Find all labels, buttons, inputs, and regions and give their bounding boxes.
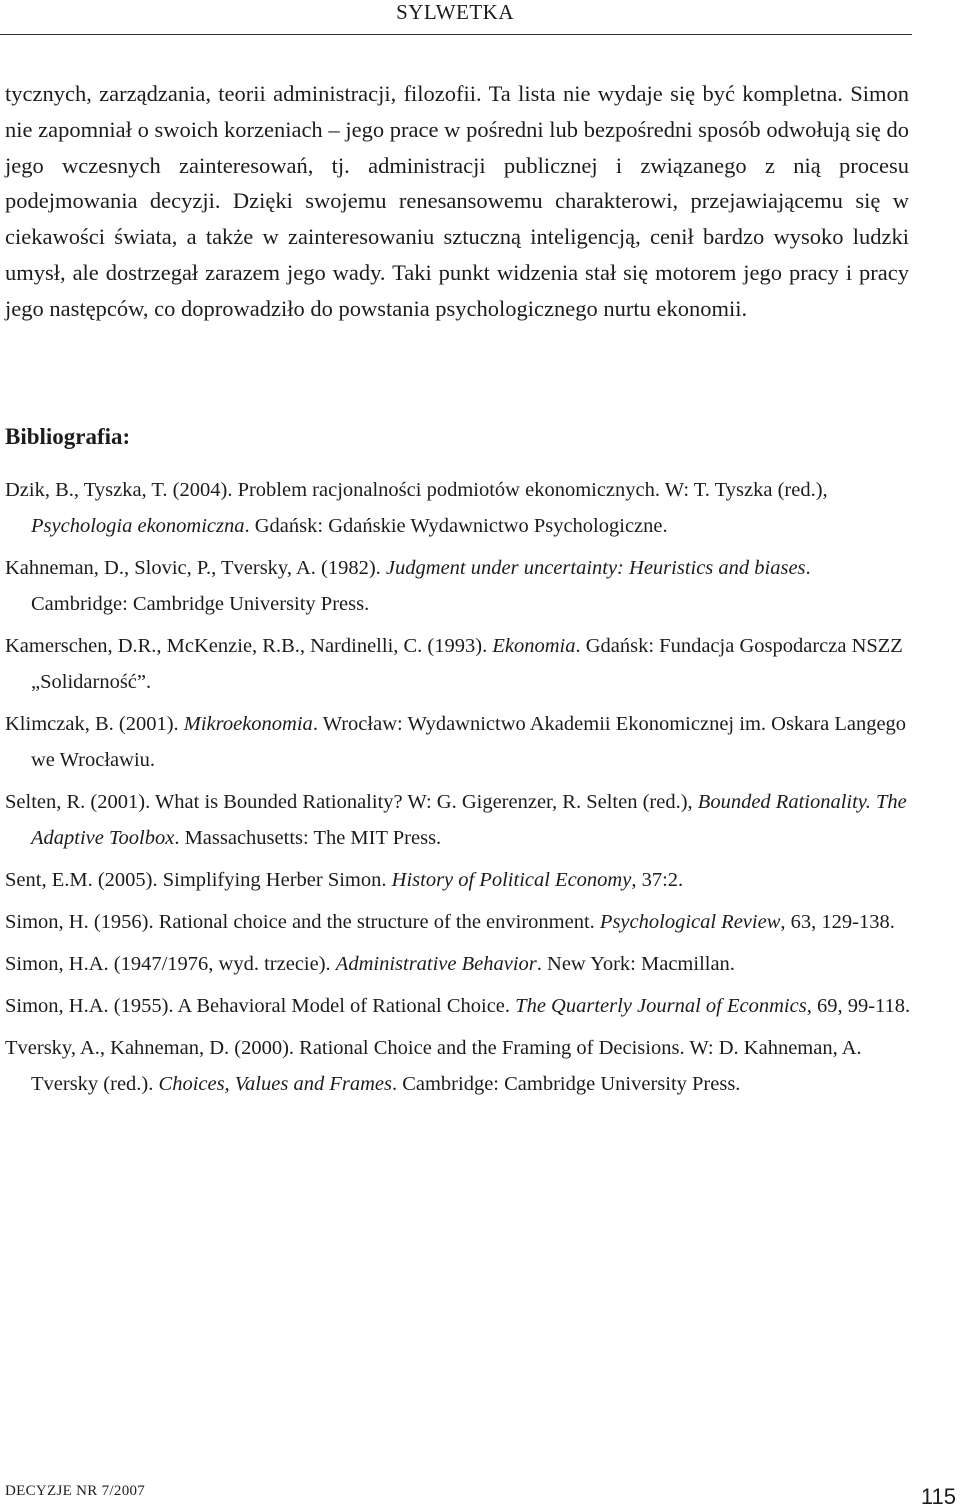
entry-text: . Wrocław: Wydawnictwo Akademii Ekonomicznej im. Oskara Langego we Wrocławiu. [31, 713, 907, 771]
entry-text: Simon, H.A. (1947/1976, wyd. trzecie). [5, 953, 336, 975]
entry-title: Psychologia ekonomiczna [31, 515, 245, 537]
entry-title: Judgment under uncertainty: Heuristics and biases [385, 557, 806, 579]
running-header [0, 0, 912, 35]
entry-text: , 37:2. [631, 869, 684, 891]
body-paragraph: tycznych, zarządzania, teorii administracji, filozofii. Ta lista nie wydaje się być kompletna. Simon nie zapomniał o swoich korzeniach – jego prace w pośredni lub bezpośredni sposób odwołują się do jego wczesnych zainteresowań, tj. administracji publicznej i związanego z nią procesu podejmowania decyzji. Dzięki swojemu renesansowemu charakterowi, przejawiającemu się w ciekawości świata, a także w zainteresowaniu sztuczną inteligencją, cenił bardzo wysoko ludzki umysł, ale dostrzegał zarazem jego wady. Taki punkt widzenia stał się motorem jego pracy i pracy jego następców, co doprowadziło do powstania psychologicznego nurtu ekonomii. [5, 81, 909, 321]
bibliography-entry [5, 628, 911, 700]
entry-text: Tversky, A., Kahneman, D. (2000). Rational Choice and the Framing of Decisions. W: D. Kahneman, A. Tversky (red.). [5, 1037, 862, 1095]
entry-title: Psychological Review [599, 911, 781, 933]
entry-text: . Gdańsk: Fundacja Gospodarcza NSZZ „Solidarność”. [31, 635, 903, 693]
bibliography-entry [5, 706, 911, 778]
entry-text: Simon, H. (1956). Rational choice and the structure of the environment. [5, 911, 600, 933]
bibliography-heading: Bibliografia: [5, 424, 131, 449]
entry-text: . Massachusetts: The MIT Press. [174, 827, 442, 849]
entry-text: , 63, 129-138. [780, 911, 895, 933]
entry-text: . New York: Macmillan. [536, 953, 735, 975]
entry-title: Administrative Behavior [335, 953, 537, 975]
entry-title: Mikroekonomia [183, 713, 313, 735]
entry-text: . Cambridge: Cambridge University Press. [31, 557, 811, 615]
page-number: 115 [920, 1484, 956, 1509]
entry-text: Selten, R. (2001). What is Bounded Rationality? W: G. Gigerenzer, R. Selten (red.), [5, 791, 698, 813]
entry-text: . Cambridge: Cambridge University Press. [391, 1073, 741, 1095]
entry-text: Simon, H.A. (1955). A Behavioral Model of Rational Choice. [5, 995, 516, 1017]
bibliography-entry [5, 1030, 911, 1102]
bibliography-entry [5, 472, 911, 544]
entry-text: Dzik, B., Tyszka, T. (2004). Problem racjonalności podmiotów ekonomicznych. W: T. Tyszka (red.), [5, 479, 828, 501]
bibliography-entry [5, 988, 911, 1024]
entry-text: Sent, E.M. (2005). Simplifying Herber Simon. [5, 869, 392, 891]
bibliography-entry [5, 904, 911, 940]
entry-title: Bounded Rationality. The Adaptive Toolbox [31, 791, 907, 849]
bibliography-entry [5, 550, 911, 622]
entry-text: Kamerschen, D.R., McKenzie, R.B., Nardinelli, C. (1993). [5, 635, 493, 657]
entry-text: Klimczak, B. (2001). [5, 713, 184, 735]
entry-text: , 69, 99-118. [806, 995, 911, 1017]
entry-text: Kahneman, D., Slovic, P., Tversky, A. (1982). [5, 557, 386, 579]
bibliography-entry [5, 784, 911, 856]
bibliography-list [5, 472, 911, 1108]
entry-title: The Quarterly Journal of Econmics [515, 995, 807, 1017]
article-body [5, 76, 909, 327]
entry-text: . Gdańsk: Gdańskie Wydawnictwo Psychologiczne. [244, 515, 668, 537]
entry-title: Choices, Values and Frames [158, 1073, 392, 1095]
entry-title: Ekonomia [492, 635, 576, 657]
bibliography-entry [5, 862, 911, 898]
section-title: SYLWETKA [396, 0, 514, 24]
bibliography-entry [5, 946, 911, 982]
journal-footer: DECYZJE NR 7/2007 [5, 1483, 146, 1499]
entry-title: History of Political Economy [391, 869, 632, 891]
